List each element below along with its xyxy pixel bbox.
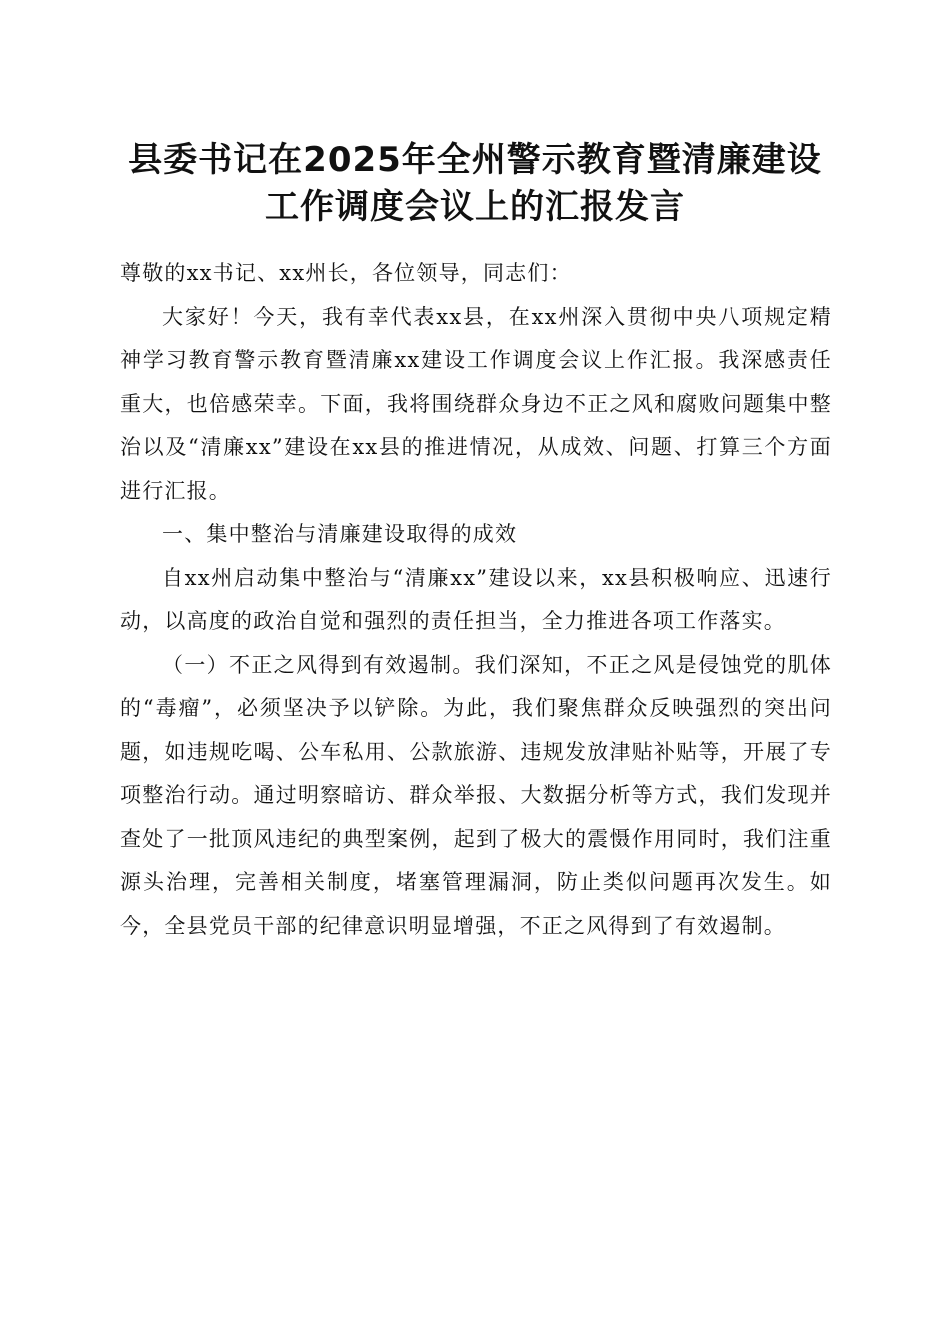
subsection-1-body: 我们深知，不正之风是侵蚀党的肌体的“毒瘤”，必须坚决予以铲除。为此，我们聚焦群众反映强烈的突出问题，如违规吃喝、公车私用、公款旅游、违规发放津贴补贴等，开展了专项整治行动。通过明察暗访、群众举报、大数据分析等方式，我们发现并查处了一批顶风违纪的典型案例，起到了极大的震慑作用同时，我们注重源头治理，完善相关制度，堵塞管理漏洞，防止类似问题再次发生。如今，全县党员干部的纪律意识明显增强，不正之风得到了有效遏制。 xyxy=(120,652,832,938)
document-title-line-1: 县委书记在2025年全州警示教育暨清廉建设 xyxy=(128,140,822,180)
subsection-1-paragraph xyxy=(120,644,832,949)
section-1-intro-paragraph: 自xx州启动集中整治与“清廉xx”建设以来，xx县积极响应、迅速行动，以高度的政治自觉和强烈的责任担当，全力推进各项工作落实。 xyxy=(120,565,832,633)
intro-paragraph: 大家好！今天，我有幸代表xx县，在xx州深入贯彻中央八项规定精神学习教育警示教育暨清廉xx建设工作调度会议上作汇报。我深感责任重大，也倍感荣幸。下面，我将围绕群众身边不正之风和腐败问题集中整治以及“清廉xx”建设在xx县的推进情况，从成效、问题、打算三个方面进行汇报。 xyxy=(120,304,832,503)
section-1-heading: 一、集中整治与清廉建设取得的成效 xyxy=(162,522,518,546)
document-title-line-2: 工作调度会议上的汇报发言 xyxy=(265,187,685,227)
subsection-1-heading: （一）不正之风得到有效遏制。 xyxy=(162,652,475,677)
document-body xyxy=(120,252,832,948)
salutation: 尊敬的xx书记、xx州长，各位领导，同志们： xyxy=(120,261,572,285)
